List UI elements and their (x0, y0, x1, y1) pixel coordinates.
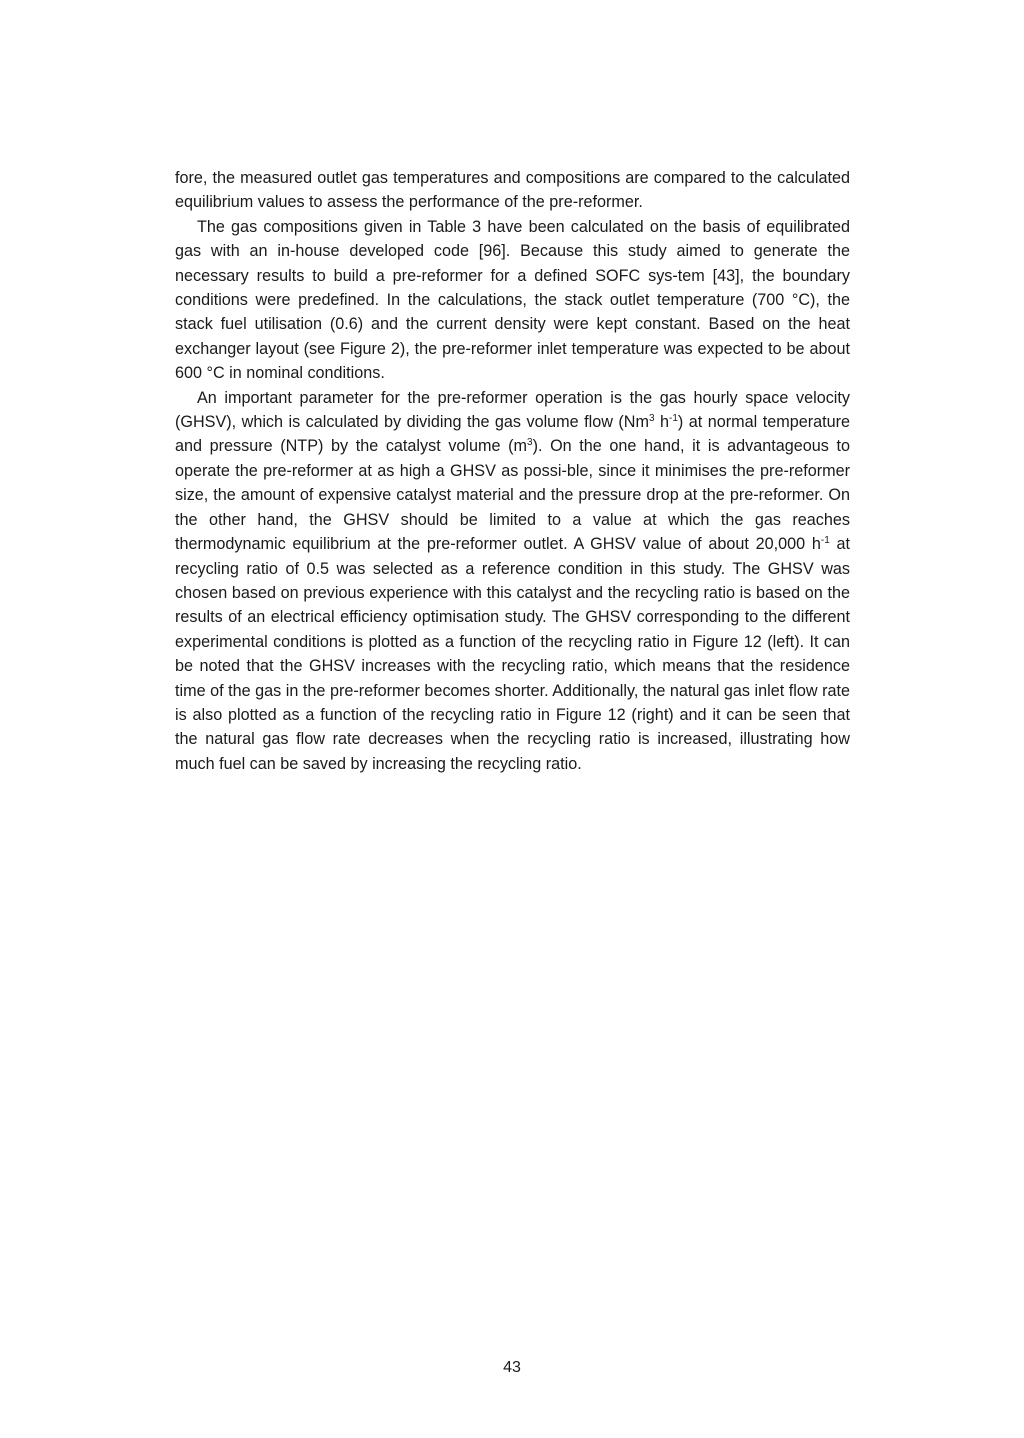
body-text (175, 166, 850, 776)
paragraph-3-text-2: h (654, 413, 670, 432)
paragraph-3-text-4: ). On the one hand, it is advantageous to operate the pre-reformer at as high a GHSV as possi-ble, since it minimises the pre-reformer size, the amount of expensive catalyst material and the pressure drop at the pre-reformer. On the other hand, the GHSV should be limited to a value at which the gas reaches thermodynamic equilibrium at the pre-reformer outlet. A GHSV value of about 20,000 h (175, 437, 850, 554)
superscript-nm3: 3 (648, 413, 655, 425)
paragraph-1: fore, the measured outlet gas temperatures and compositions are compared to the calculated equilibrium values to assess the performance of the pre-reformer. (175, 169, 850, 212)
superscript-m3: 3 (527, 437, 533, 449)
page-number: 43 (503, 1359, 521, 1376)
paragraph-3 (175, 386, 850, 777)
paragraph-3-text-5: at recycling ratio of 0.5 was selected as a reference condition in this study. The GHSV was chosen based on previous experience with this catalyst and the recycling ratio is based on the results of an electrical efficiency optimisation study. The GHSV corresponding to the different experimental conditions is plotted as a function of the recycling ratio in Figure 12 (left). It can be noted that the GHSV increases with the recycling ratio, which means that the residence time of the gas in the pre-reformer becomes shorter. Additionally, the natural gas inlet flow rate is also plotted as a function of the recycling ratio in Figure 12 (right) and it can be seen that the natural gas flow rate decreases when the recycling ratio is increased, illustrating how much fuel can be saved by increasing the recycling ratio. (175, 535, 850, 773)
paragraph-3-text-1: An important parameter for the pre-reformer operation is the gas hourly space velocity (GHSV), which is calculated by dividing the gas volume flow (Nm (175, 388, 850, 432)
superscript-h-1: -1 (669, 413, 678, 425)
superscript-ghsv-unit: -1 (820, 535, 830, 547)
paragraph-3-text-3: ) at normal temperature and pressure (NTP) by the catalyst volume (m (175, 413, 850, 456)
paragraph-2: The gas compositions given in Table 3 have been calculated on the basis of equilibrated gas with an in-house developed code [96]. Because this study aimed to generate the necessary results to build a pre-reformer for a defined SOFC sys-tem [43], the boundary conditions were predefined. In the calculations, the stack outlet temperature (700 °C), the stack fuel utilisation (0.6) and the current density were kept constant. Based on the heat exchanger layout (see Figure 2), the pre-reformer inlet temperature was expected to be about 600 °C in nominal conditions. (175, 217, 850, 383)
